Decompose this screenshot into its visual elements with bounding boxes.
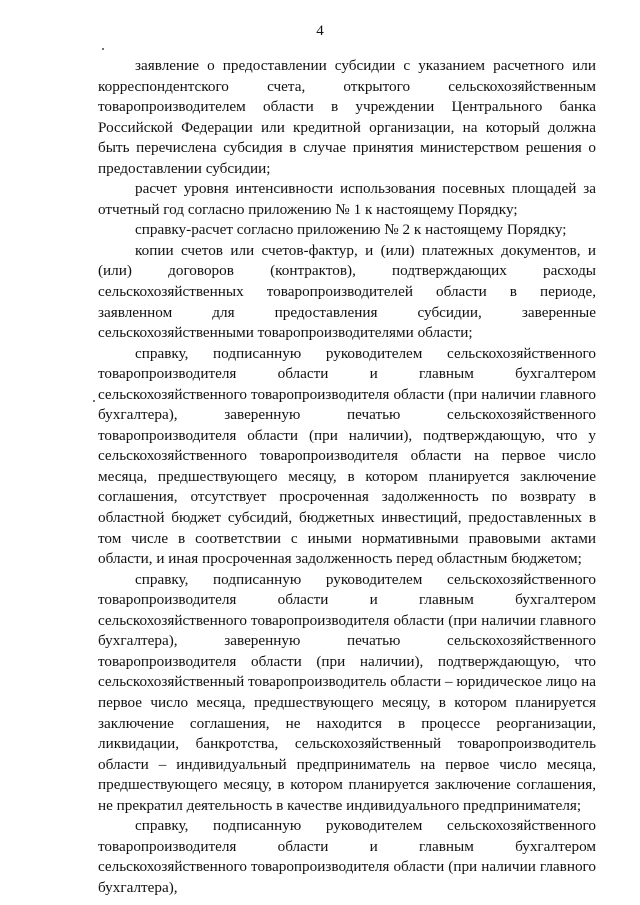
paragraph-application: заявление о предоставлении субсидии с указанием расчетного или корреспондентского счета, открытого сельскохозяйственным товаропроизводителем области в учреждении Центрального банка Российской Федерации или кредитной организации, на который должна быть перечислена субсидия в случае принятия министерством решения о предоставлении субсидии; [98,57,596,177]
scan-speck [102,48,104,50]
paragraph-intensity-calculation: расчет уровня интенсивности использования посевных площадей за отчетный год согласно приложению № 1 к настоящему Порядку; [98,180,596,218]
page-number: 4 [316,23,324,39]
scan-speck [93,400,95,402]
paragraph-invoice-copies: копии счетов или счетов-фактур, и (или) платежных документов, и (или) договоров (контрактов), подтверждающих расходы сельскохозяйственных товаропроизводителей области в периоде, заявленном для предоставления субсидии, заверенные сельскохозяйственными товаропроизводителями области; [98,241,596,342]
paragraph-certificate-continued: справку, подписанную руководителем сельскохозяйственного товаропроизводителя области и главным бухгалтером сельскохозяйственного товаропроизводителя области (при наличии главного бухгалтера), [98,817,596,896]
document-body [98,56,596,898]
paragraph-debt-certificate: справку, подписанную руководителем сельскохозяйственного товаропроизводителя области и главным бухгалтером сельскохозяйственного товаропроизводителя области (при наличии главного бухгалтера), заверенную печатью сельскохозяйственного товаропроизводителя области (при наличии), подтверждающую, что у сельскохозяйственного товаропроизводителя области на первое число месяца, предшествующего месяцу, в котором планируется заключение соглашения, отсутствует просроченная задолженность по возврату в областной бюджет субсидий, бюджетных инвестиций, предоставленных в том числе в соответствии с иными нормативными правовыми актами области, и иная просроченная задолженность перед областным бюджетом; [98,344,596,568]
paragraph-reorganization-certificate: справку, подписанную руководителем сельскохозяйственного товаропроизводителя области и главным бухгалтером сельскохозяйственного товаропроизводителя области (при наличии главного бухгалтера), заверенную печатью сельскохозяйственного товаропроизводителя области (при наличии), подтверждающую, что сельскохозяйственный товаропроизводитель области – юридическое лицо на первое число месяца, предшествующего месяцу, в котором планируется заключение соглашения, не находится в процессе реорганизации, ликвидации, банкротства, сельскохозяйственный товаропроизводитель области – индивидуальный предприниматель на первое число месяца, предшествующего месяцу, в котором планируется заключение соглашения, не прекратил деятельность в качестве индивидуального предпринимателя; [98,570,596,814]
paragraph-reference-calculation: справку-расчет согласно приложению № 2 к настоящему Порядку; [135,221,567,239]
